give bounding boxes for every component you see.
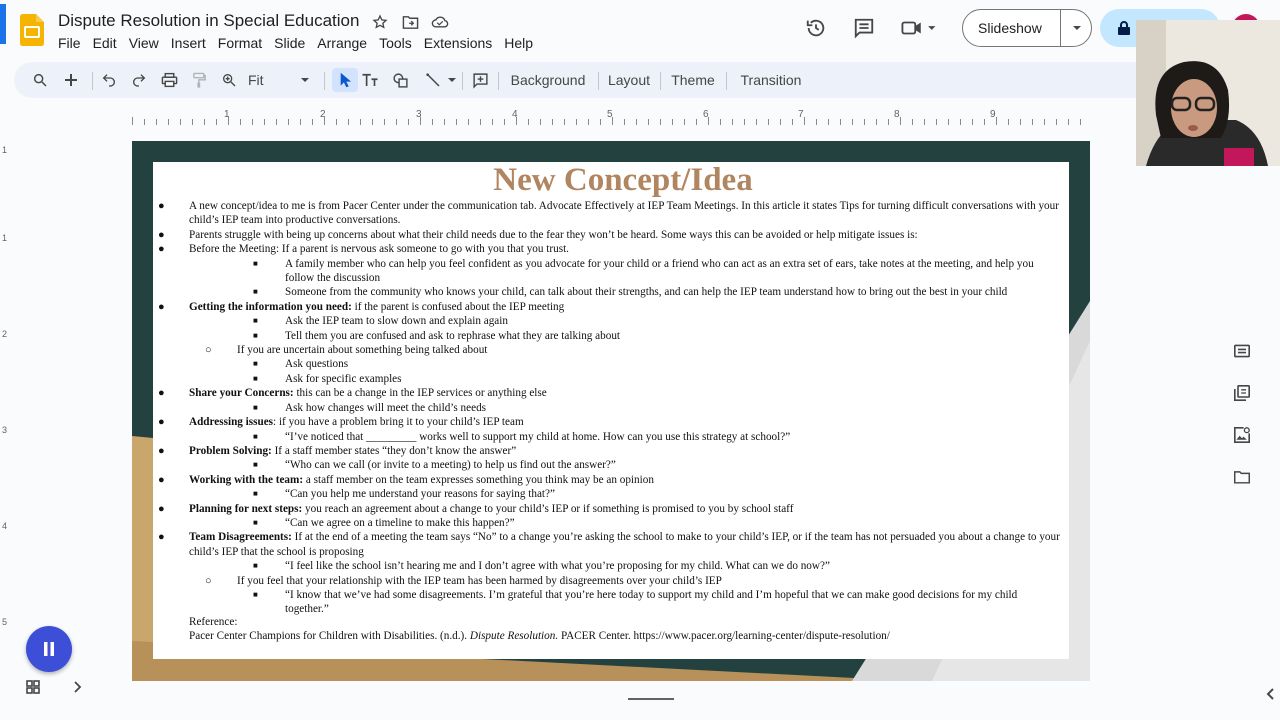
bullet-marker: ■	[253, 287, 258, 297]
ruler-tick	[1032, 119, 1033, 125]
bullet-text: if the parent is confused about the IEP meeting	[351, 300, 565, 313]
bullet-marker: ●	[158, 502, 165, 515]
version-history-icon[interactable]	[800, 12, 832, 44]
background-button[interactable]: Background	[510, 72, 586, 88]
slide-body-list[interactable]	[153, 199, 1069, 617]
ruler-tick	[1068, 119, 1069, 125]
search-menus-icon[interactable]	[28, 62, 52, 98]
ruler-tick	[384, 119, 385, 125]
bullet-text: “I know that we’ve had some disagreements. I’m grateful that you’re here today to support my child and I’m hopeful that we can make good decisions for my child together.”	[285, 588, 1018, 616]
zoom-value: Fit	[248, 72, 264, 88]
bullet-item	[153, 300, 1069, 314]
bullet-text: If a staff member states “they don’t know the answer”	[271, 444, 517, 457]
ruler-tick	[252, 119, 253, 125]
ruler-tick	[504, 119, 505, 125]
ruler-number: 1	[224, 109, 230, 120]
ruler-tick	[852, 119, 853, 125]
bullet-marker: ■	[253, 517, 258, 527]
bullet-text: A new concept/idea to me is from Pacer Center under the communication tab. Advocate Effectively at IEP Team Meetings. In this article it states Tips for turning difficult conversations with your child’s IEP team into productive conversations.	[189, 200, 1059, 227]
window-accent	[0, 4, 6, 44]
bullet-marker: ●	[158, 243, 165, 256]
undo-icon[interactable]	[98, 62, 120, 98]
menu-edit[interactable]: Edit	[92, 35, 117, 51]
bullet-item	[153, 314, 1069, 328]
bullet-marker: ●	[158, 200, 165, 212]
ruler-tick	[972, 119, 973, 125]
ruler-tick	[276, 119, 277, 125]
explore-image-icon[interactable]	[1222, 414, 1262, 456]
webcam-overlay	[1136, 20, 1280, 166]
slideshow-options-caret-icon[interactable]	[1071, 21, 1083, 35]
ruler-tick	[264, 119, 265, 125]
bullet-text: Ask questions	[285, 358, 349, 371]
toolbar-separator	[598, 72, 599, 90]
speaker-notes-icon[interactable]	[1222, 330, 1262, 372]
bullet-marker: ■	[253, 330, 258, 340]
bullet-text: “Can we agree on a timeline to make this happen?”	[285, 516, 515, 529]
paint-format-icon[interactable]	[188, 62, 210, 98]
reference-block[interactable]	[153, 615, 1069, 644]
slideshow-label: Slideshow	[978, 20, 1042, 36]
bullet-marker: ■	[253, 402, 258, 412]
ruler-tick	[240, 119, 241, 125]
bullet-marker: ●	[158, 416, 165, 429]
ruler-tick	[1008, 119, 1009, 125]
layout-button[interactable]: Layout	[607, 72, 651, 88]
bullet-text: Before the Meeting: If a parent is nervous ask someone to go with you that you trust.	[189, 243, 569, 256]
ruler-tick	[948, 119, 949, 125]
ruler-tick	[156, 119, 157, 125]
ruler-tick	[864, 119, 865, 125]
slide-title[interactable]: New Concept/Idea	[493, 162, 753, 198]
toolbar-separator	[324, 72, 325, 90]
bullet-marker: ■	[253, 258, 258, 268]
line-options-caret-icon[interactable]	[446, 62, 458, 98]
ruler-tick	[780, 119, 781, 125]
toolbar-separator	[726, 72, 727, 90]
bullet-marker: ●	[158, 387, 165, 400]
ruler-tick	[432, 119, 433, 125]
menu-tools[interactable]: Tools	[379, 35, 412, 51]
ruler-tick	[408, 119, 409, 125]
bullet-item	[153, 285, 1069, 299]
ruler-tick	[588, 119, 589, 125]
ruler-number: 6	[703, 109, 709, 120]
ruler-tick	[792, 119, 793, 125]
ruler-tick	[984, 119, 985, 125]
menu-arrange[interactable]: Arrange	[317, 35, 368, 51]
bullet-text: Someone from the community who knows your child, can talk about their strengths, and can help the IEP team understand how to bring out the best in your child	[285, 286, 1008, 299]
collapse-side-panel-chevron-icon[interactable]	[1264, 686, 1276, 702]
toolbar-separator	[462, 72, 463, 90]
ruler-number: 8	[894, 109, 900, 120]
grid-view-icon[interactable]	[26, 680, 40, 694]
slide-canvas[interactable]	[132, 141, 1090, 681]
bullet-item	[153, 430, 1069, 444]
ruler-number: 9	[990, 109, 996, 120]
menu-file[interactable]: File	[58, 35, 81, 51]
menu-view[interactable]: View	[128, 35, 159, 51]
bullet-text: Ask the IEP team to slow down and explain again	[285, 315, 508, 328]
ruler-tick	[672, 119, 673, 125]
bullet-heading: Getting the information you need:	[189, 300, 352, 313]
ruler-tick	[768, 119, 769, 125]
ruler-tick	[468, 119, 469, 125]
bullet-item	[153, 516, 1069, 530]
ruler-tick	[1020, 119, 1021, 125]
ruler-tick	[900, 117, 901, 125]
reference-label: Reference:	[189, 616, 238, 628]
ruler-tick	[132, 117, 133, 125]
ruler-tick	[360, 119, 361, 125]
menu-bar	[58, 35, 545, 51]
ruler-tick	[1044, 119, 1045, 125]
ruler-tick	[756, 119, 757, 125]
bullet-item	[153, 530, 1069, 559]
bullet-text: “I’ve noticed that _________ works well to support my child at home. How can you use this strategy at school?”	[285, 430, 791, 443]
header-actions	[800, 12, 956, 44]
ruler-tick	[636, 119, 637, 125]
bullet-heading: Team Disagreements:	[189, 531, 292, 544]
ruler-tick	[840, 119, 841, 125]
slide-content-panel[interactable]	[153, 162, 1069, 659]
ruler-tick	[564, 119, 565, 125]
menu-help[interactable]: Help	[504, 35, 534, 51]
presenter-video-image	[1136, 20, 1280, 166]
bullet-item	[153, 343, 1069, 357]
ruler-number: 2	[2, 329, 8, 339]
ruler-tick	[492, 119, 493, 125]
bullet-text: If you are uncertain about something being talked about	[237, 344, 488, 357]
ruler-tick	[216, 119, 217, 125]
bullet-heading: Problem Solving:	[189, 444, 272, 457]
pause-recording-button[interactable]	[26, 626, 72, 672]
zoom-select[interactable]	[248, 62, 318, 98]
bullet-marker: ■	[253, 489, 258, 499]
bullet-marker: ■	[253, 589, 258, 599]
ruler-tick	[996, 117, 997, 125]
side-panel	[1222, 330, 1262, 498]
redo-icon[interactable]	[128, 62, 150, 98]
bullet-item	[153, 444, 1069, 458]
bullet-marker: ●	[158, 531, 165, 544]
ruler-tick	[204, 119, 205, 125]
bullet-item	[153, 502, 1069, 516]
ruler-tick	[804, 117, 805, 125]
reference-pre: Pacer Center Champions for Children with Disabilities. (n.d.).	[189, 630, 470, 643]
bullet-text: If at the end of a meeting the team says “No” to a change you’re asking the school to make to your child’s IEP, or if the team has not persuaded you about a change to your child’s IEP that the school is proposing	[189, 531, 1060, 558]
bullet-text: Tell them you are confused and ask to rephrase what they are talking about	[285, 329, 621, 342]
bullet-text: you reach an agreement about a change to your child’s IEP or if something is promised to you by school staff	[302, 502, 794, 515]
slides-logo-icon[interactable]	[20, 14, 44, 46]
bullet-marker: ●	[158, 300, 165, 313]
bullet-item	[153, 415, 1069, 429]
cloud-status-icon[interactable]	[430, 12, 450, 32]
ruler-tick	[312, 119, 313, 125]
bullet-marker: ○	[205, 344, 212, 357]
ruler-tick	[696, 119, 697, 125]
ruler-tick	[348, 119, 349, 125]
add-comment-icon[interactable]	[468, 62, 492, 98]
bullet-item	[153, 458, 1069, 472]
title-actions	[370, 12, 450, 32]
bullet-item	[153, 574, 1069, 588]
reference-post: PACER Center. https://www.pacer.org/learning-center/dispute-resolution/	[558, 630, 890, 643]
comments-icon[interactable]	[848, 12, 880, 44]
ruler-tick	[192, 119, 193, 125]
bullet-marker: ■	[253, 460, 258, 470]
folder-icon[interactable]	[1222, 456, 1262, 498]
pause-icon	[42, 641, 56, 657]
bullet-marker: ■	[253, 373, 258, 383]
bullet-item	[153, 559, 1069, 573]
bullet-text: If you feel that your relationship with the IEP team has been harmed by disagreements over your child’s IEP	[237, 574, 722, 587]
toolbar-separator	[498, 72, 499, 90]
ruler-tick	[300, 119, 301, 125]
reference-title: Dispute Resolution.	[469, 630, 559, 643]
bullet-marker: ○	[205, 574, 212, 587]
bullet-text: “Can you help me understand your reasons for saying that?”	[285, 488, 555, 501]
ruler-tick	[576, 119, 577, 125]
ruler-tick	[648, 119, 649, 125]
ruler-number: 3	[2, 425, 8, 435]
ruler-tick	[888, 119, 889, 125]
ruler-tick	[720, 119, 721, 125]
ruler-tick	[444, 119, 445, 125]
horizontal-ruler[interactable]	[132, 104, 1090, 126]
menu-format[interactable]: Format	[217, 35, 263, 51]
line-icon[interactable]	[418, 62, 448, 98]
ruler-number: 4	[2, 521, 8, 531]
menu-slide[interactable]: Slide	[274, 35, 306, 51]
bullet-text: Parents struggle with being up concerns about what their child needs due to the fear they won’t be heard. Some ways this can be avoided or help mitigate issues is:	[189, 228, 918, 241]
bullet-item	[153, 242, 1069, 256]
bullet-text: Ask for specific examples	[285, 372, 402, 385]
ruler-number: 7	[798, 109, 804, 120]
bullet-marker: ■	[253, 316, 258, 326]
bullet-item	[153, 372, 1069, 386]
bullet-marker: ■	[253, 561, 258, 571]
ruler-tick	[828, 119, 829, 125]
ruler-tick	[396, 119, 397, 125]
bullet-text: this can be a change in the IEP services or anything else	[293, 387, 547, 400]
ruler-tick	[144, 119, 145, 125]
bullet-item	[153, 473, 1069, 487]
slideshow-divider	[1060, 10, 1061, 46]
vertical-ruler[interactable]	[0, 141, 14, 681]
bullet-marker: ●	[158, 228, 165, 241]
menu-insert[interactable]: Insert	[170, 35, 206, 51]
ruler-tick	[960, 119, 961, 125]
bullet-item	[153, 199, 1069, 228]
transition-button[interactable]: Transition	[740, 72, 802, 88]
text-box-icon[interactable]	[358, 62, 382, 98]
ruler-tick	[600, 119, 601, 125]
ruler-tick	[660, 119, 661, 125]
theme-button[interactable]: Theme	[671, 72, 715, 88]
toolbar	[14, 62, 1276, 98]
new-slide-plus-icon[interactable]	[60, 62, 82, 98]
ruler-tick	[624, 119, 625, 125]
print-icon[interactable]	[158, 62, 180, 98]
bullet-text: A family member who can help you feel confident as you advocate for your child or a friend who can act as an extra set of ears, take notes at the meeting, and help you follow the discussion	[285, 257, 1034, 285]
star-icon[interactable]	[370, 12, 390, 32]
shape-icon[interactable]	[388, 62, 412, 98]
ruler-tick	[1080, 119, 1081, 125]
bullet-item	[153, 588, 1069, 617]
lock-icon	[1117, 20, 1131, 36]
slide-library-icon[interactable]	[1222, 372, 1262, 414]
reference-citation	[153, 629, 1069, 643]
ruler-number: 1	[2, 145, 8, 155]
top-bar	[0, 0, 1280, 60]
bullet-item	[153, 257, 1069, 286]
ruler-tick	[684, 119, 685, 125]
ruler-number: 1	[2, 233, 8, 243]
bullet-text: “I feel like the school isn’t hearing me and I don’t agree with what you’re proposing for my child. What can we do now?”	[285, 560, 830, 573]
ruler-tick	[540, 119, 541, 125]
move-folder-icon[interactable]	[400, 12, 420, 32]
bullet-marker: ■	[253, 431, 258, 441]
ruler-tick	[816, 119, 817, 125]
ruler-number: 2	[320, 109, 326, 120]
document-title[interactable]: Dispute Resolution in Special Education	[58, 11, 360, 30]
ruler-tick	[528, 119, 529, 125]
ruler-tick	[924, 119, 925, 125]
bullet-item	[153, 386, 1069, 400]
ruler-tick	[552, 119, 553, 125]
bullet-heading: Planning for next steps:	[189, 502, 303, 515]
ruler-tick	[744, 119, 745, 125]
select-cursor-icon[interactable]	[332, 62, 358, 98]
bullet-heading: Working with the team:	[189, 473, 304, 486]
ruler-number: 3	[416, 109, 422, 120]
ruler-tick	[168, 119, 169, 125]
ruler-tick	[480, 119, 481, 125]
bullet-text: Ask how changes will meet the child’s needs	[285, 401, 487, 414]
bullet-text: a staff member on the team expresses something you think may be an opinion	[303, 473, 654, 486]
toolbar-separator	[660, 72, 661, 90]
menu-extensions[interactable]: Extensions	[423, 35, 493, 51]
ruler-number: 5	[607, 109, 613, 120]
ruler-number: 5	[2, 617, 8, 627]
bullet-item	[153, 329, 1069, 343]
bullet-heading: Share your Concerns:	[189, 387, 294, 400]
slideshow-button[interactable]	[962, 9, 1092, 47]
bullet-item	[153, 401, 1069, 415]
ruler-tick	[912, 119, 913, 125]
ruler-tick	[936, 119, 937, 125]
bullet-item	[153, 487, 1069, 501]
ruler-tick	[180, 119, 181, 125]
expand-filmstrip-chevron-icon[interactable]	[72, 680, 84, 694]
bullet-heading: Addressing issues	[189, 416, 274, 429]
bullet-item	[153, 357, 1069, 371]
ruler-tick	[288, 119, 289, 125]
ruler-tick	[372, 119, 373, 125]
ruler-tick	[876, 119, 877, 125]
bullet-marker: ●	[158, 444, 165, 457]
ruler-tick	[732, 119, 733, 125]
ruler-tick	[336, 119, 337, 125]
zoom-caret-icon	[300, 76, 310, 84]
ruler-tick	[1056, 119, 1057, 125]
notes-resize-handle[interactable]	[628, 698, 674, 700]
zoom-icon[interactable]	[218, 62, 240, 98]
bullet-text: : if you have a problem bring it to your child’s IEP team	[273, 416, 524, 429]
ruler-tick	[456, 119, 457, 125]
bullet-item	[153, 228, 1069, 242]
ruler-number: 4	[512, 109, 518, 120]
bullet-marker: ■	[253, 359, 258, 369]
bullet-marker: ●	[158, 473, 165, 486]
bullet-text: “Who can we call (or invite to a meeting) to help us find out the answer?”	[285, 459, 616, 472]
meet-video-icon[interactable]	[896, 12, 940, 44]
toolbar-separator	[92, 72, 93, 90]
